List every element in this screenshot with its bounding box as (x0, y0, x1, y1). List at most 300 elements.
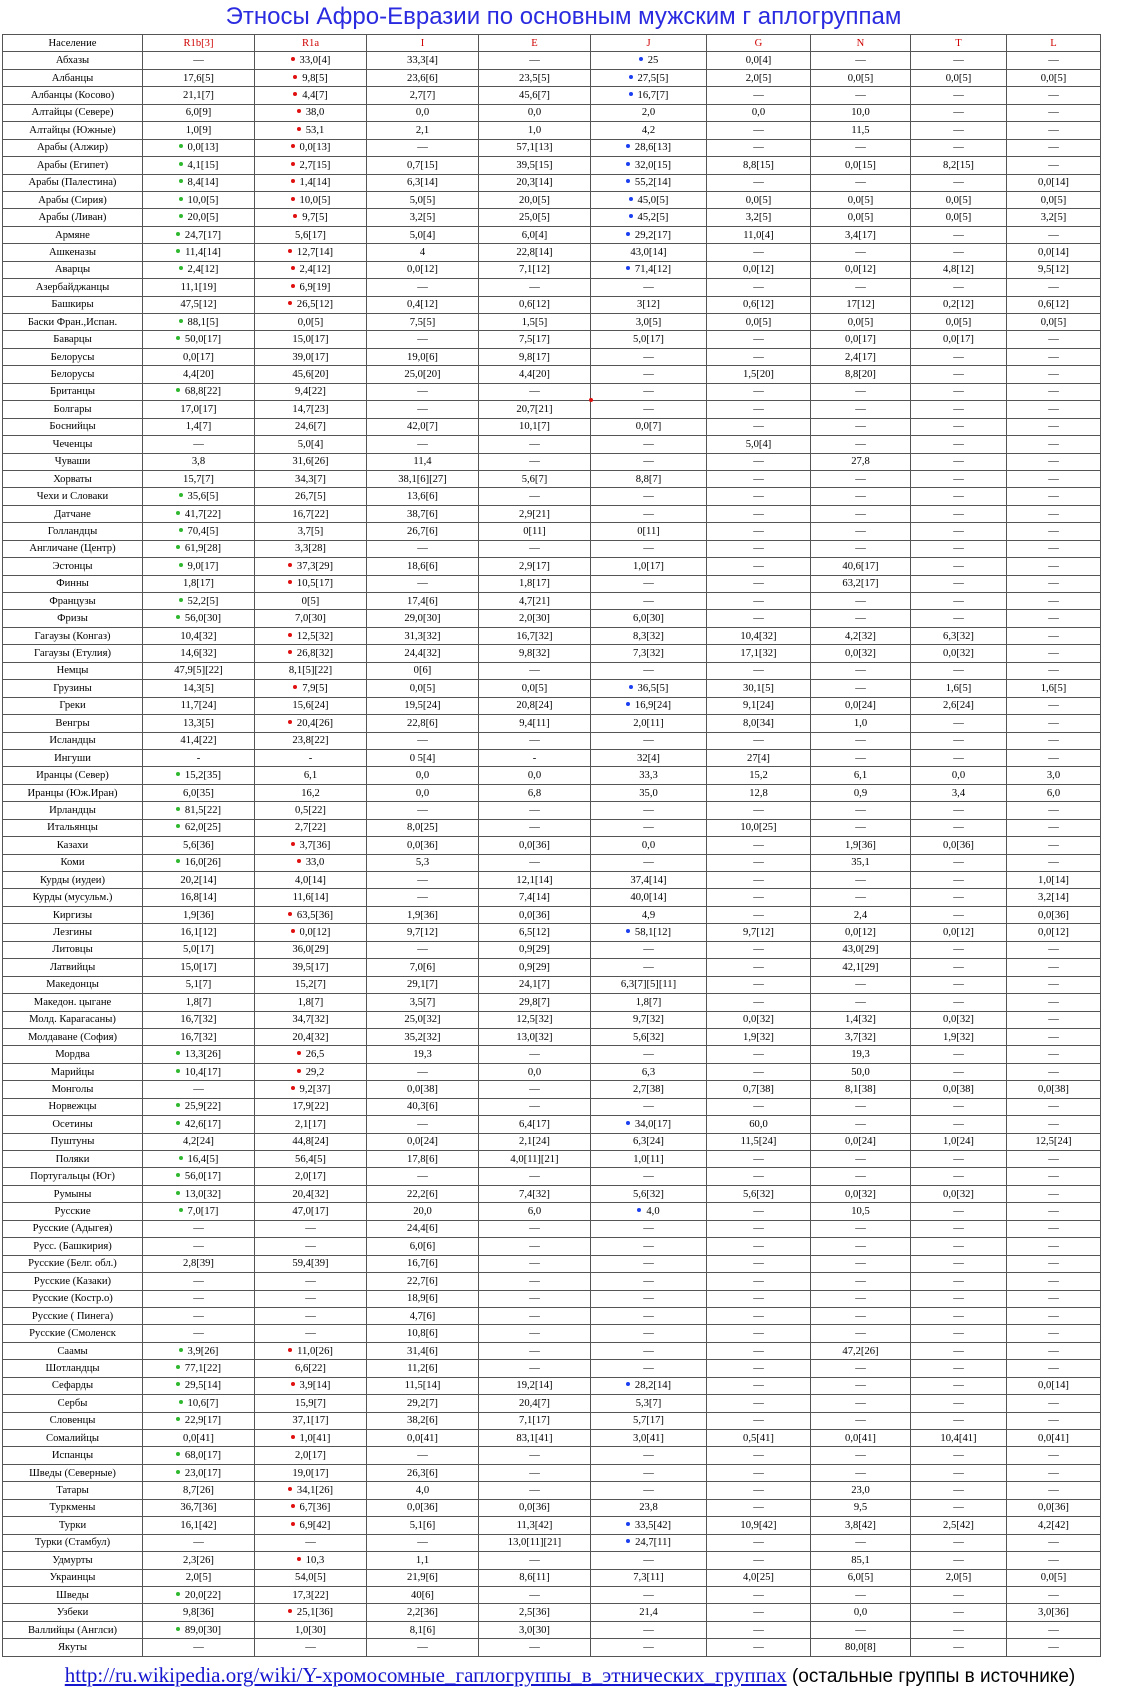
value-cell: — (707, 802, 811, 819)
value-cell: - (255, 749, 367, 766)
value-cell (143, 226, 255, 243)
value-cell (143, 1203, 255, 1220)
value-cell: 8,8[7] (591, 470, 707, 487)
value-text: 29,2[17] (634, 229, 672, 241)
value-cell: — (811, 1586, 911, 1603)
value-cell: — (811, 279, 911, 296)
value-cell: — (591, 348, 707, 365)
population-cell: Марийцы (3, 1063, 143, 1080)
value-cell: — (811, 1220, 911, 1237)
column-header-haplogroup: L (1007, 35, 1101, 52)
table-row (3, 261, 1101, 278)
value-text: 1,4[14] (299, 177, 331, 189)
value-cell: — (479, 540, 591, 557)
column-header-haplogroup: I (367, 35, 479, 52)
value-cell: 15,6[24] (255, 697, 367, 714)
value-cell: 0,0[41] (143, 1430, 255, 1447)
value-text: 11,4[14] (185, 246, 221, 258)
value-cell: 17,3[22] (255, 1586, 367, 1603)
value-cell: 0,9 (811, 784, 911, 801)
value-cell: 6,0 (479, 1203, 591, 1220)
value-cell: — (1007, 1464, 1101, 1481)
red-dot-marker (297, 859, 301, 863)
value-cell: — (811, 383, 911, 400)
red-dot-marker (291, 842, 295, 846)
green-dot-marker (179, 319, 183, 323)
value-cell: 8,2[15] (911, 157, 1007, 174)
population-cell: Русские (Казаки) (3, 1273, 143, 1290)
value-cell (255, 191, 367, 208)
value-text: 45,2[5] (637, 212, 669, 224)
value-cell: 18,6[6] (367, 558, 479, 575)
value-text: 2,4[12] (299, 264, 331, 276)
value-cell: 17,9[22] (255, 1098, 367, 1115)
value-cell: — (707, 1151, 811, 1168)
value-cell: 0,0[17] (811, 331, 911, 348)
population-cell: Арабы (Алжир) (3, 139, 143, 156)
red-dot-marker (293, 75, 297, 79)
value-cell: — (811, 1464, 911, 1481)
value-cell: 4,2[32] (811, 627, 911, 644)
value-cell (255, 1046, 367, 1063)
value-cell (143, 1151, 255, 1168)
blue-dot-marker (626, 1539, 630, 1543)
value-cell: — (1007, 593, 1101, 610)
value-cell: 3,8 (143, 453, 255, 470)
value-cell: 0,0[5] (1007, 1569, 1101, 1586)
value-cell: 22,8[6] (367, 715, 479, 732)
value-cell: — (811, 1255, 911, 1272)
value-cell: — (479, 1220, 591, 1237)
value-cell (255, 1063, 367, 1080)
value-cell: — (1007, 436, 1101, 453)
value-cell (143, 1342, 255, 1359)
value-cell: — (911, 104, 1007, 121)
column-header-haplogroup: E (479, 35, 591, 52)
value-cell: — (1007, 1412, 1101, 1429)
red-dot-marker (288, 912, 292, 916)
value-cell: — (911, 802, 1007, 819)
value-cell: 0,5[41] (707, 1430, 811, 1447)
value-cell: 0,9[29] (479, 941, 591, 958)
population-cell: Французы (3, 593, 143, 610)
red-dot-marker (288, 249, 292, 253)
value-cell (143, 1377, 255, 1394)
population-cell: Молдаване (София) (3, 1028, 143, 1045)
value-cell: — (707, 1238, 811, 1255)
value-text: 22,9[17] (184, 1415, 222, 1427)
value-cell: 23,8 (591, 1499, 707, 1516)
green-dot-marker (176, 1382, 180, 1386)
value-cell: 1,9[32] (707, 1028, 811, 1045)
value-cell: — (707, 1464, 811, 1481)
value-cell: 0,0 (479, 104, 591, 121)
green-dot-marker (176, 1069, 180, 1073)
value-cell: 0,0[38] (911, 1081, 1007, 1098)
value-cell (591, 1534, 707, 1551)
value-cell: — (707, 1377, 811, 1394)
value-cell: 4,0[14] (255, 872, 367, 889)
blue-dot-marker (626, 1121, 630, 1125)
value-cell: — (911, 558, 1007, 575)
population-cell: Чуваши (3, 453, 143, 470)
value-text: 11,0[26] (297, 1345, 333, 1357)
table-row (3, 575, 1101, 592)
value-cell: 3,3[28] (255, 540, 367, 557)
table-row (3, 1028, 1101, 1045)
value-cell: 0,0 (479, 1063, 591, 1080)
value-cell: 9,7[12] (367, 924, 479, 941)
green-dot-marker (179, 528, 183, 532)
value-cell (255, 854, 367, 871)
red-dot-marker (291, 162, 295, 166)
value-cell: 0,0[41] (811, 1430, 911, 1447)
value-cell: — (367, 732, 479, 749)
value-cell: — (707, 1307, 811, 1324)
value-cell: 2,1[17] (255, 1116, 367, 1133)
value-cell: 2,7[38] (591, 1081, 707, 1098)
value-cell: — (911, 1342, 1007, 1359)
population-cell: Сомалийцы (3, 1430, 143, 1447)
population-cell: Грузины (3, 680, 143, 697)
value-cell: — (367, 575, 479, 592)
value-cell: 5,6[17] (255, 226, 367, 243)
value-cell: — (707, 1447, 811, 1464)
table-row (3, 87, 1101, 104)
value-cell: 1,9[36] (811, 837, 911, 854)
value-cell: 15,0[17] (255, 331, 367, 348)
value-cell: 6,5[12] (479, 924, 591, 941)
value-cell (591, 1203, 707, 1220)
value-text: 7,0[17] (187, 1206, 219, 1218)
value-cell: 6,0[4] (479, 226, 591, 243)
population-cell: Македон. цыгане (3, 994, 143, 1011)
value-cell: — (591, 819, 707, 836)
value-cell: — (811, 976, 911, 993)
table-row (3, 959, 1101, 976)
value-cell: 33,3[4] (367, 52, 479, 69)
value-cell: — (143, 1081, 255, 1098)
value-text: 9,7[5] (302, 212, 328, 224)
value-cell: 20,4[7] (479, 1395, 591, 1412)
table-row (3, 976, 1101, 993)
value-cell: 13,0[32] (479, 1028, 591, 1045)
value-cell: 0,0[5] (1007, 191, 1101, 208)
value-text: 4,0 (646, 1206, 660, 1218)
value-cell: — (479, 488, 591, 505)
value-cell: 5,0[4] (255, 436, 367, 453)
value-cell: — (707, 1342, 811, 1359)
value-cell: 8,8[20] (811, 366, 911, 383)
value-cell (143, 157, 255, 174)
value-cell: — (479, 1255, 591, 1272)
value-cell: — (911, 1395, 1007, 1412)
value-cell: — (811, 819, 911, 836)
value-cell: 20,0[5] (479, 191, 591, 208)
population-cell: Валлийцы (Англси) (3, 1621, 143, 1638)
value-cell: — (707, 662, 811, 679)
value-cell: — (707, 593, 811, 610)
value-cell: 1,9[32] (911, 1028, 1007, 1045)
value-cell: — (1007, 226, 1101, 243)
column-header-population: Население (3, 35, 143, 52)
value-cell: 16,7[32] (143, 1011, 255, 1028)
table-row (3, 139, 1101, 156)
table-row (3, 593, 1101, 610)
value-cell: — (591, 941, 707, 958)
source-link[interactable]: http://ru.wikipedia.org/wiki/Y-хромосомные_гаплогруппы_в_этнических_группах (64, 1663, 787, 1687)
value-cell: 3,2[14] (1007, 889, 1101, 906)
table-row (3, 1116, 1101, 1133)
value-cell: 6,0[35] (143, 784, 255, 801)
green-dot-marker (179, 1156, 183, 1160)
value-cell (143, 314, 255, 331)
value-cell (143, 819, 255, 836)
value-cell: 5,6[7] (479, 470, 591, 487)
population-cell: Абхазы (3, 52, 143, 69)
value-cell: — (143, 1238, 255, 1255)
table-row (3, 453, 1101, 470)
value-cell: - (143, 749, 255, 766)
value-cell: 8,1[38] (811, 1081, 911, 1098)
value-cell: — (911, 715, 1007, 732)
value-cell (143, 1586, 255, 1603)
population-cell: Баварцы (3, 331, 143, 348)
value-cell: — (811, 1116, 911, 1133)
value-cell: — (1007, 1238, 1101, 1255)
red-dot-marker (288, 301, 292, 305)
value-cell: 3,0 (1007, 767, 1101, 784)
green-dot-marker (176, 615, 180, 619)
value-cell (143, 1447, 255, 1464)
value-cell: 29,8[7] (479, 994, 591, 1011)
value-cell: — (591, 1290, 707, 1307)
table-row (3, 104, 1101, 121)
value-cell: 4,0[25] (707, 1569, 811, 1586)
population-cell: Алтайцы (Севере) (3, 104, 143, 121)
value-cell: 39,0[17] (255, 348, 367, 365)
population-cell: Баски Фран.,Испан. (3, 314, 143, 331)
table-row (3, 418, 1101, 435)
value-cell: — (911, 854, 1007, 871)
table-row (3, 1569, 1101, 1586)
red-dot-marker (297, 1051, 301, 1055)
value-cell: — (811, 418, 911, 435)
green-dot-marker (179, 563, 183, 567)
value-cell: 0,0[24] (811, 697, 911, 714)
population-cell: Белорусы (3, 366, 143, 383)
value-text: 10,4[17] (184, 1066, 222, 1078)
value-cell (255, 139, 367, 156)
value-text: 24,7[17] (184, 229, 222, 241)
value-cell: 3,4 (911, 784, 1007, 801)
column-header-haplogroup: T (911, 35, 1007, 52)
value-cell: — (1007, 1046, 1101, 1063)
value-cell: 7,4[14] (479, 889, 591, 906)
value-cell: 5,6[32] (707, 1185, 811, 1202)
value-text: 7,9[5] (302, 682, 328, 694)
value-cell: 0,0[5] (707, 191, 811, 208)
value-cell: 2,8[39] (143, 1255, 255, 1272)
value-text: 16,0[26] (184, 857, 222, 869)
value-cell (255, 1604, 367, 1621)
value-cell: 0,0[14] (1007, 1377, 1101, 1394)
value-cell: 7,5[17] (479, 331, 591, 348)
population-cell: Иранцы (Север) (3, 767, 143, 784)
table-row (3, 1621, 1101, 1638)
value-cell: 38,7[6] (367, 505, 479, 522)
population-cell: Саамы (3, 1342, 143, 1359)
value-cell: 0,0[38] (367, 1081, 479, 1098)
value-cell: 0,6[12] (1007, 296, 1101, 313)
value-cell: 0,0[12] (1007, 924, 1101, 941)
value-cell: 1,4[7] (143, 418, 255, 435)
green-dot-marker (176, 1417, 180, 1421)
value-cell: 10,0[25] (707, 819, 811, 836)
table-row (3, 749, 1101, 766)
value-cell: 4,2 (591, 122, 707, 139)
value-cell: 31,6[26] (255, 453, 367, 470)
value-cell: — (911, 401, 1007, 418)
value-cell: 22,2[6] (367, 1185, 479, 1202)
value-cell: — (911, 87, 1007, 104)
value-cell: 20,3[14] (479, 174, 591, 191)
value-cell: — (707, 941, 811, 958)
value-cell: — (911, 906, 1007, 923)
value-cell (591, 226, 707, 243)
value-text: 61,9[28] (184, 543, 222, 555)
table-row (3, 1586, 1101, 1603)
table-row (3, 697, 1101, 714)
value-cell: — (591, 279, 707, 296)
value-text: 35,6[5] (187, 491, 219, 503)
table-row (3, 906, 1101, 923)
value-cell: 1,8[17] (479, 575, 591, 592)
value-cell: — (1007, 610, 1101, 627)
value-cell: 0,0[12] (811, 261, 911, 278)
value-cell: — (1007, 157, 1101, 174)
value-cell: — (255, 1307, 367, 1324)
value-cell: — (1007, 1360, 1101, 1377)
green-dot-marker (176, 807, 180, 811)
value-cell: 0,0[41] (1007, 1430, 1101, 1447)
value-cell: 42,1[29] (811, 959, 911, 976)
value-cell: — (911, 366, 1007, 383)
value-cell: 3,2[5] (367, 209, 479, 226)
value-cell: — (591, 1307, 707, 1324)
value-cell (143, 1098, 255, 1115)
value-cell: — (591, 575, 707, 592)
value-text: 4,4[7] (302, 90, 328, 102)
value-cell: 24,1[7] (479, 976, 591, 993)
value-cell: 4,2[24] (143, 1133, 255, 1150)
table-row (3, 52, 1101, 69)
value-cell: 24,4[32] (367, 645, 479, 662)
table-row (3, 366, 1101, 383)
table-row (3, 1604, 1101, 1621)
value-cell: 3,0[36] (1007, 1604, 1101, 1621)
green-dot-marker (176, 1470, 180, 1474)
blue-dot-marker (626, 929, 630, 933)
blue-dot-marker (639, 57, 643, 61)
population-cell: Алтайцы (Южные) (3, 122, 143, 139)
table-row (3, 1046, 1101, 1063)
green-dot-marker (176, 772, 180, 776)
value-cell: — (591, 366, 707, 383)
value-cell: — (811, 540, 911, 557)
value-cell: — (811, 401, 911, 418)
table-row (3, 872, 1101, 889)
value-cell: — (707, 1098, 811, 1115)
value-cell: — (479, 662, 591, 679)
green-dot-marker (176, 1592, 180, 1596)
value-cell: 10,0 (811, 104, 911, 121)
value-cell: — (911, 1307, 1007, 1324)
value-text: 9,2[37] (299, 1083, 331, 1095)
value-cell: — (911, 1586, 1007, 1603)
value-cell: — (707, 1203, 811, 1220)
value-cell (143, 174, 255, 191)
value-cell (255, 680, 367, 697)
value-cell: 3,4[17] (811, 226, 911, 243)
value-cell: — (707, 1604, 811, 1621)
green-dot-marker (179, 1208, 183, 1212)
value-text: 29,5[14] (184, 1380, 222, 1392)
value-cell: 2,0[30] (479, 610, 591, 627)
value-cell: — (911, 1639, 1007, 1656)
value-cell: 8,6[11] (479, 1569, 591, 1586)
red-dot-marker (288, 1609, 292, 1613)
table-row (3, 1238, 1101, 1255)
value-cell: — (1007, 418, 1101, 435)
value-cell: — (479, 1325, 591, 1342)
population-cell: Осетины (3, 1116, 143, 1133)
value-cell: — (1007, 104, 1101, 121)
value-cell: — (1007, 1220, 1101, 1237)
value-cell (143, 244, 255, 261)
value-cell (143, 191, 255, 208)
value-cell: — (911, 470, 1007, 487)
value-cell: 2,0[5] (911, 1569, 1007, 1586)
value-cell: 5,3 (367, 854, 479, 871)
value-cell: — (707, 174, 811, 191)
table-row (3, 1011, 1101, 1028)
value-cell: — (911, 1377, 1007, 1394)
value-cell: 5,0[4] (707, 436, 811, 453)
value-cell: 20,7[21] (479, 401, 591, 418)
value-cell: 1,8[7] (143, 994, 255, 1011)
value-cell: — (707, 1063, 811, 1080)
red-dot-marker (293, 214, 297, 218)
value-cell: 45,6[20] (255, 366, 367, 383)
value-cell: 1,0[14] (1007, 872, 1101, 889)
value-cell: 3,2[5] (707, 209, 811, 226)
red-dot-marker (288, 580, 292, 584)
value-cell: 47,5[12] (143, 296, 255, 313)
value-cell: — (367, 872, 479, 889)
value-cell: 3,7[32] (811, 1028, 911, 1045)
population-cell: Лезгины (3, 924, 143, 941)
value-cell: 0,0[17] (143, 348, 255, 365)
value-cell: — (1007, 1273, 1101, 1290)
value-cell: 60,0 (707, 1116, 811, 1133)
population-cell: Армяне (3, 226, 143, 243)
value-cell: — (591, 1238, 707, 1255)
value-text: 32,0[15] (634, 159, 672, 171)
value-cell: 19,3 (811, 1046, 911, 1063)
value-cell: — (1007, 279, 1101, 296)
value-cell: 40,6[17] (811, 558, 911, 575)
